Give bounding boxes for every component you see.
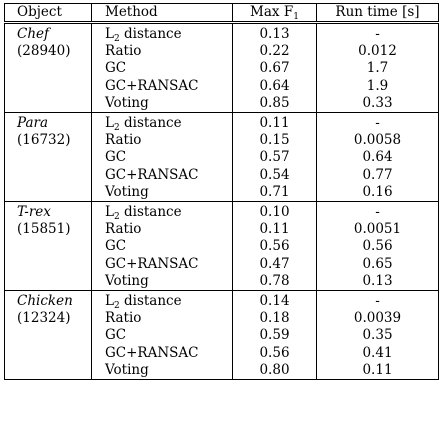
run-time-cell: 0.012 [317,43,439,60]
header-object: Object [5,4,92,23]
object-name: Chef [5,23,92,44]
run-time-cell: 0.77 [317,167,439,184]
table-row [5,221,439,238]
object-count: (15851) [5,221,92,238]
run-time-cell: 0.13 [317,273,439,291]
table-row [5,310,439,327]
object-cell [5,184,92,202]
object-count: (12324) [5,310,92,327]
max-f1-cell: 0.59 [233,327,317,344]
table-row [5,43,439,60]
object-cell [5,78,92,95]
run-time-cell: 0.11 [317,362,439,380]
object-count: (16732) [5,132,92,149]
header-max-f1: Max $F_1$ [233,4,317,23]
object-cell [5,327,92,344]
table-row [5,78,439,95]
object-count: (28940) [5,43,92,60]
max-f1-cell: 0.64 [233,78,317,95]
run-time-cell: 0.0058 [317,132,439,149]
max-f1-cell: 0.10 [233,202,317,222]
max-f1-cell: 0.57 [233,149,317,166]
run-time-cell: 1.9 [317,78,439,95]
run-time-cell: - [317,291,439,311]
object-cell [5,345,92,362]
max-f1-cell: 0.85 [233,95,317,113]
run-time-cell: 0.64 [317,149,439,166]
max-f1-cell: 0.11 [233,221,317,238]
method-cell: GC+RANSAC [92,167,233,184]
table-row [5,202,439,222]
table-row [5,167,439,184]
method-cell: Voting [92,184,233,202]
method-cell: Ratio [92,310,233,327]
table-row [5,362,439,380]
object-cell [5,95,92,113]
table-row [5,184,439,202]
table-row [5,345,439,362]
method-cell: $L_2$ distance [92,113,233,133]
object-cell [5,167,92,184]
method-cell: Voting [92,273,233,291]
max-f1-cell: 0.18 [233,310,317,327]
max-f1-cell: 0.56 [233,238,317,255]
table-row [5,291,439,311]
table-row [5,95,439,113]
method-cell: $L_2$ distance [92,23,233,44]
run-time-cell: - [317,113,439,133]
max-f1-cell: 0.11 [233,113,317,133]
max-f1-cell: 0.71 [233,184,317,202]
run-time-cell: 0.16 [317,184,439,202]
max-f1-cell: 0.13 [233,23,317,44]
method-cell: $L_2$ distance [92,291,233,311]
run-time-cell: 0.65 [317,256,439,273]
object-cell [5,60,92,77]
method-cell: GC [92,238,233,255]
object-cell [5,256,92,273]
header-row [5,4,439,23]
object-cell [5,362,92,380]
method-cell: Ratio [92,132,233,149]
header-run-time: Run time [s] [317,4,439,23]
run-time-cell: 0.33 [317,95,439,113]
method-cell: Ratio [92,221,233,238]
method-cell: GC+RANSAC [92,78,233,95]
max-f1-cell: 0.67 [233,60,317,77]
object-cell [5,149,92,166]
run-time-cell: 0.0039 [317,310,439,327]
table-row [5,132,439,149]
run-time-cell: 0.41 [317,345,439,362]
object-name: Para [5,113,92,133]
run-time-cell: 1.7 [317,60,439,77]
max-f1-cell: 0.54 [233,167,317,184]
max-f1-cell: 0.14 [233,291,317,311]
max-f1-cell: 0.15 [233,132,317,149]
results-table [4,3,438,380]
run-time-cell: - [317,23,439,44]
max-f1-cell: 0.80 [233,362,317,380]
method-cell: GC+RANSAC [92,256,233,273]
table-row [5,60,439,77]
object-cell [5,238,92,255]
max-f1-cell: 0.22 [233,43,317,60]
table-row [5,273,439,291]
max-f1-cell: 0.56 [233,345,317,362]
run-time-cell: 0.56 [317,238,439,255]
method-cell: GC [92,149,233,166]
method-cell: Ratio [92,43,233,60]
run-time-cell: - [317,202,439,222]
object-name: Chicken [5,291,92,311]
table-row [5,113,439,133]
method-cell: GC [92,327,233,344]
object-cell [5,273,92,291]
header-method: Method [92,4,233,23]
table-row [5,23,439,44]
method-cell: $L_2$ distance [92,202,233,222]
method-cell: GC+RANSAC [92,345,233,362]
method-cell: Voting [92,95,233,113]
table-row [5,238,439,255]
table-row [5,327,439,344]
table-row [5,149,439,166]
run-time-cell: 0.0051 [317,221,439,238]
method-cell: GC [92,60,233,77]
max-f1-cell: 0.78 [233,273,317,291]
method-cell: Voting [92,362,233,380]
object-name: T-rex [5,202,92,222]
run-time-cell: 0.35 [317,327,439,344]
max-f1-cell: 0.47 [233,256,317,273]
table-row [5,256,439,273]
